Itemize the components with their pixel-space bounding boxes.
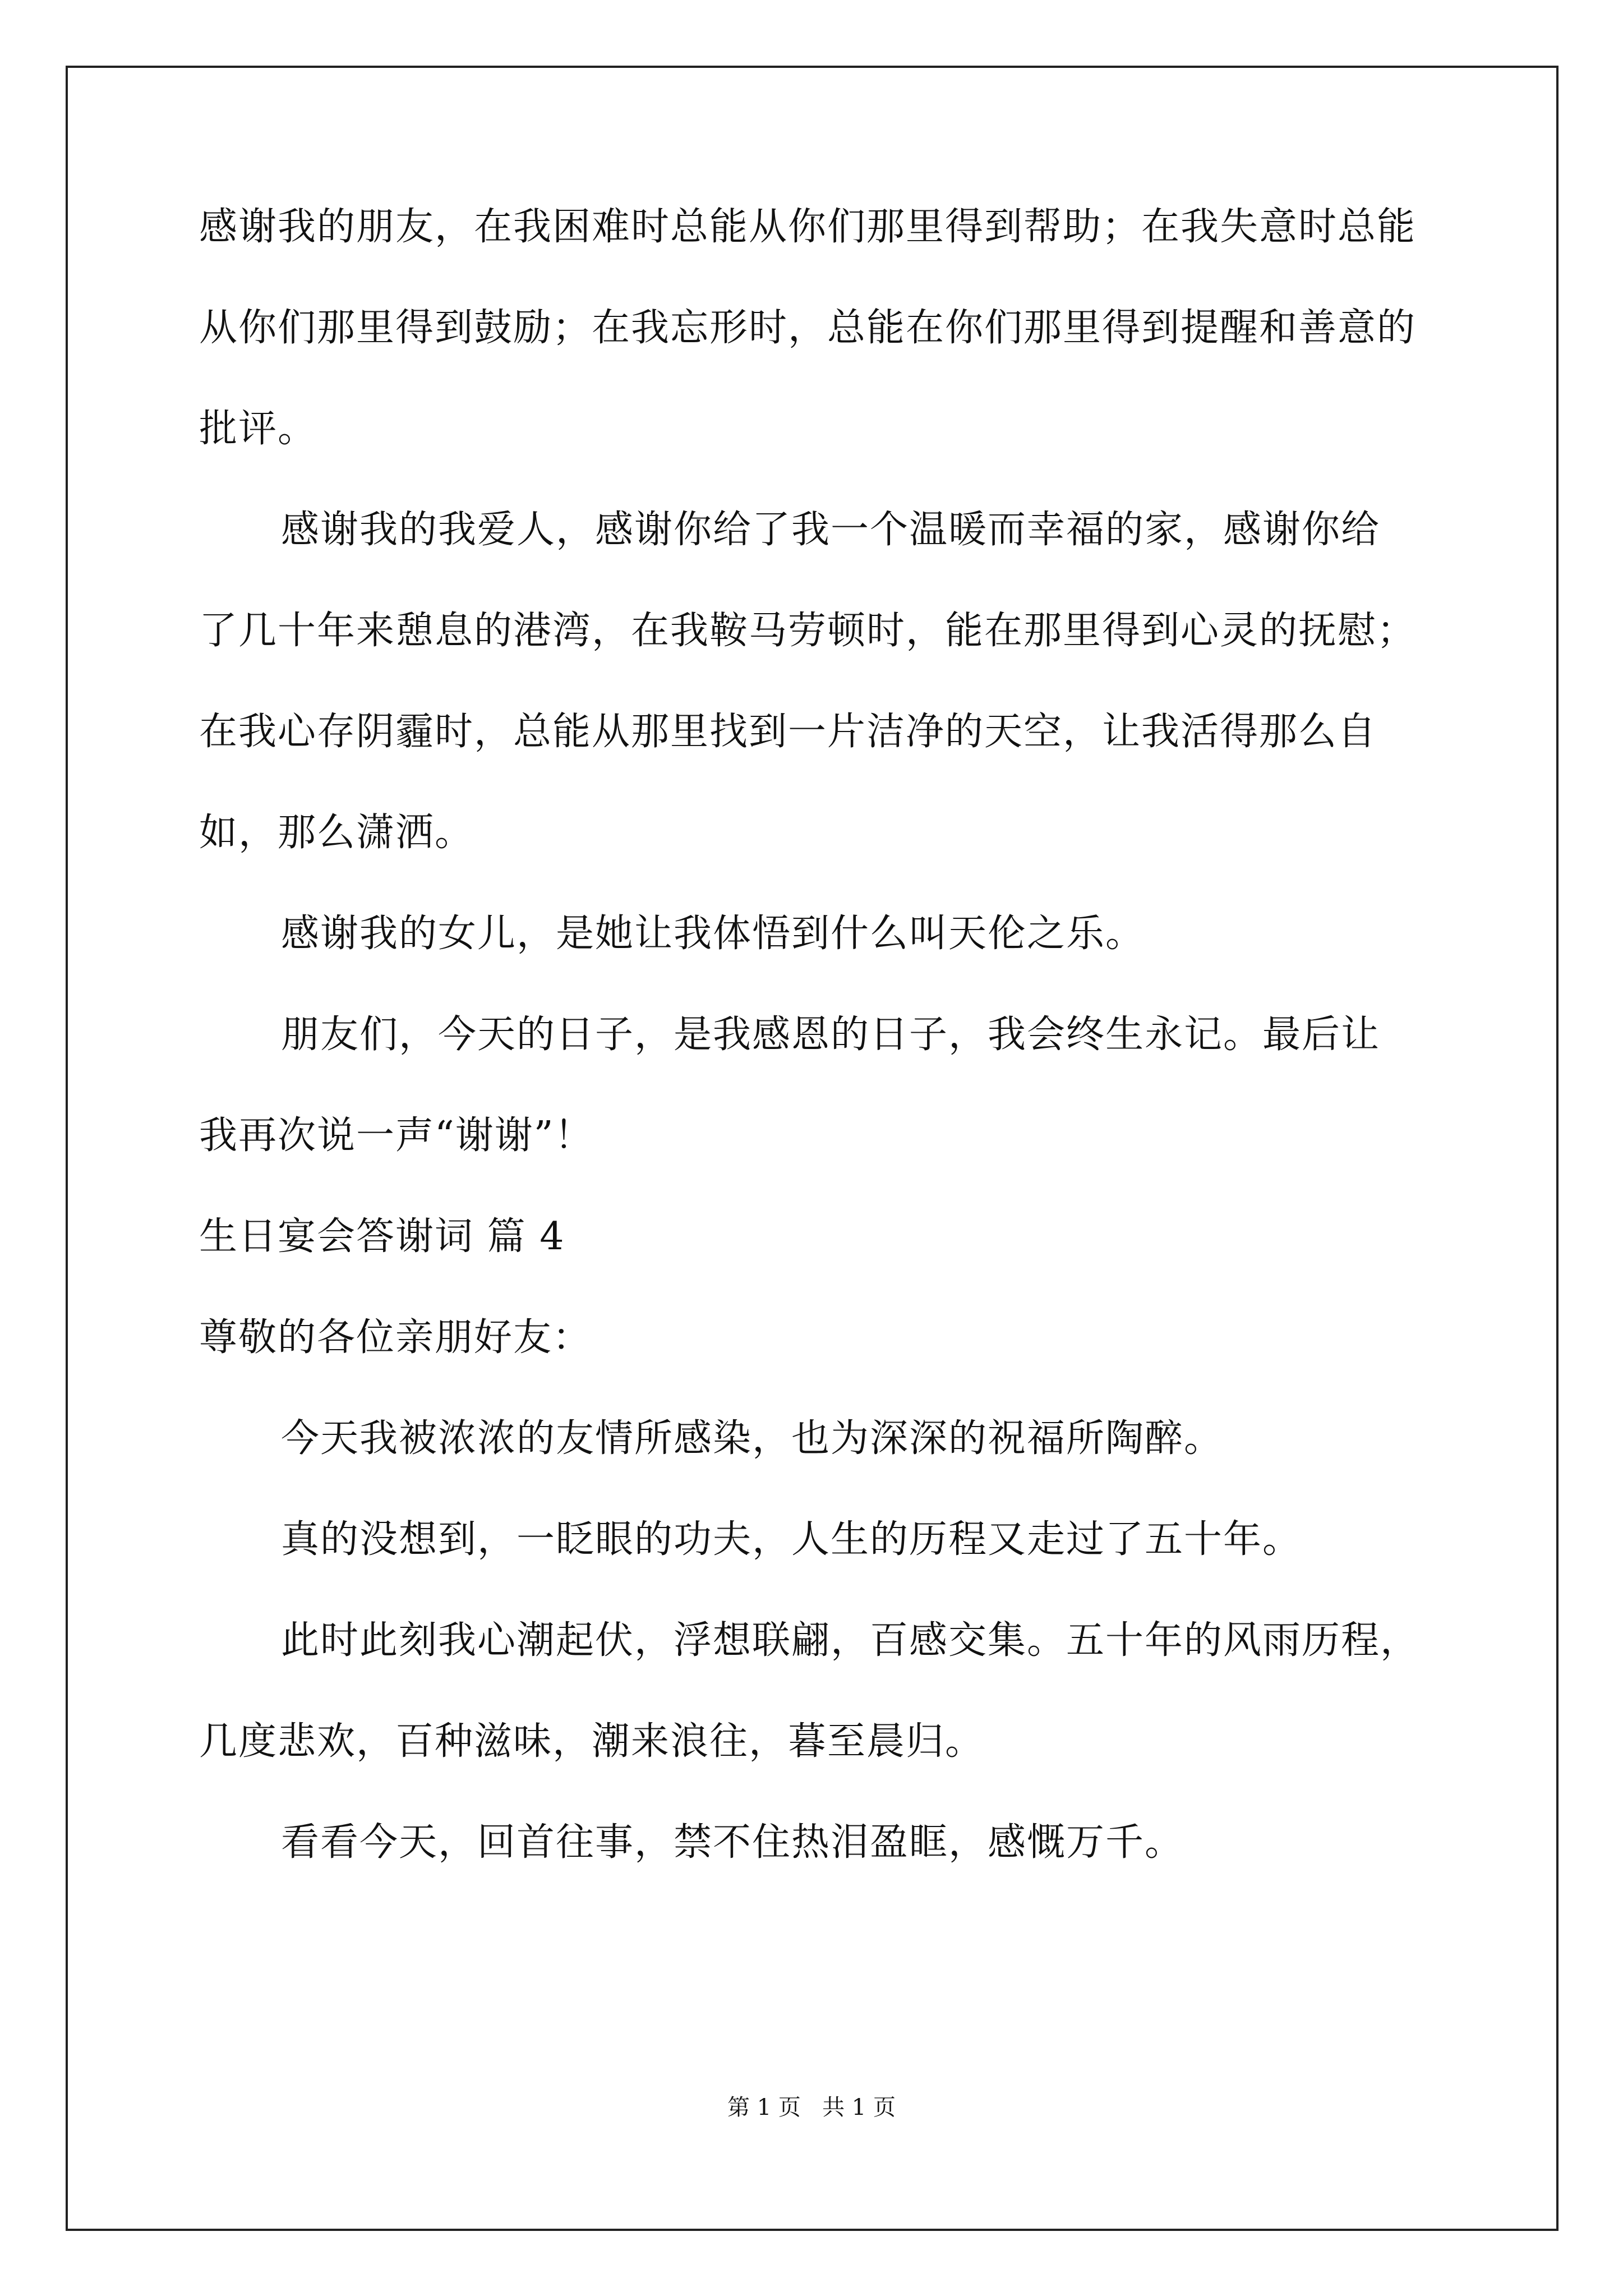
- text-line: 从你们那里得到鼓励；在我忘形时，总能在你们那里得到提醒和善意的: [199, 306, 1417, 350]
- text-line: 如，那么潇洒。: [199, 811, 474, 855]
- page-number-label: 第 1 页 共 1 页: [727, 2095, 896, 2120]
- text-line: 批评。: [199, 407, 317, 451]
- text-line: 感谢我的女儿，是她让我体悟到什么叫天伦之乐。: [281, 912, 1145, 956]
- text-line: 今天我被浓浓的友情所感染，也为深深的祝福所陶醉。: [281, 1416, 1224, 1461]
- text-line: 我再次说一声“谢谢”！: [199, 1114, 594, 1158]
- text-line: 几度悲欢，百种滋味，潮来浪往，暮至晨归。: [199, 1719, 985, 1764]
- text-line: 朋友们，今天的日子，是我感恩的日子，我会终生永记。最后让: [281, 1013, 1381, 1057]
- text-line: 了几十年来憩息的港湾，在我鞍马劳顿时，能在那里得到心灵的抚慰；: [199, 609, 1417, 653]
- text-line: 此时此刻我心潮起伏，浮想联翩，百感交集。五十年的风雨历程，: [281, 1618, 1420, 1663]
- text-line: 感谢我的朋友，在我困难时总能从你们那里得到帮助；在我失意时总能: [199, 205, 1417, 249]
- text-line: 感谢我的我爱人，感谢你给了我一个温暖而幸福的家，感谢你给: [281, 508, 1381, 552]
- text-line: 在我心存阴霾时，总能从那里找到一片洁净的天空，让我活得那么自: [199, 710, 1377, 754]
- text-line: 真的没想到，一眨眼的功夫，人生的历程又走过了五十年。: [281, 1517, 1302, 1562]
- salutation: 尊敬的各位亲朋好友：: [199, 1315, 592, 1360]
- text-line: 看看今天，回首往事，禁不住热泪盈眶，感慨万千。: [281, 1820, 1184, 1865]
- page-footer: [0, 2092, 1623, 2123]
- section-heading: 生日宴会答谢词 篇 4: [199, 1214, 565, 1259]
